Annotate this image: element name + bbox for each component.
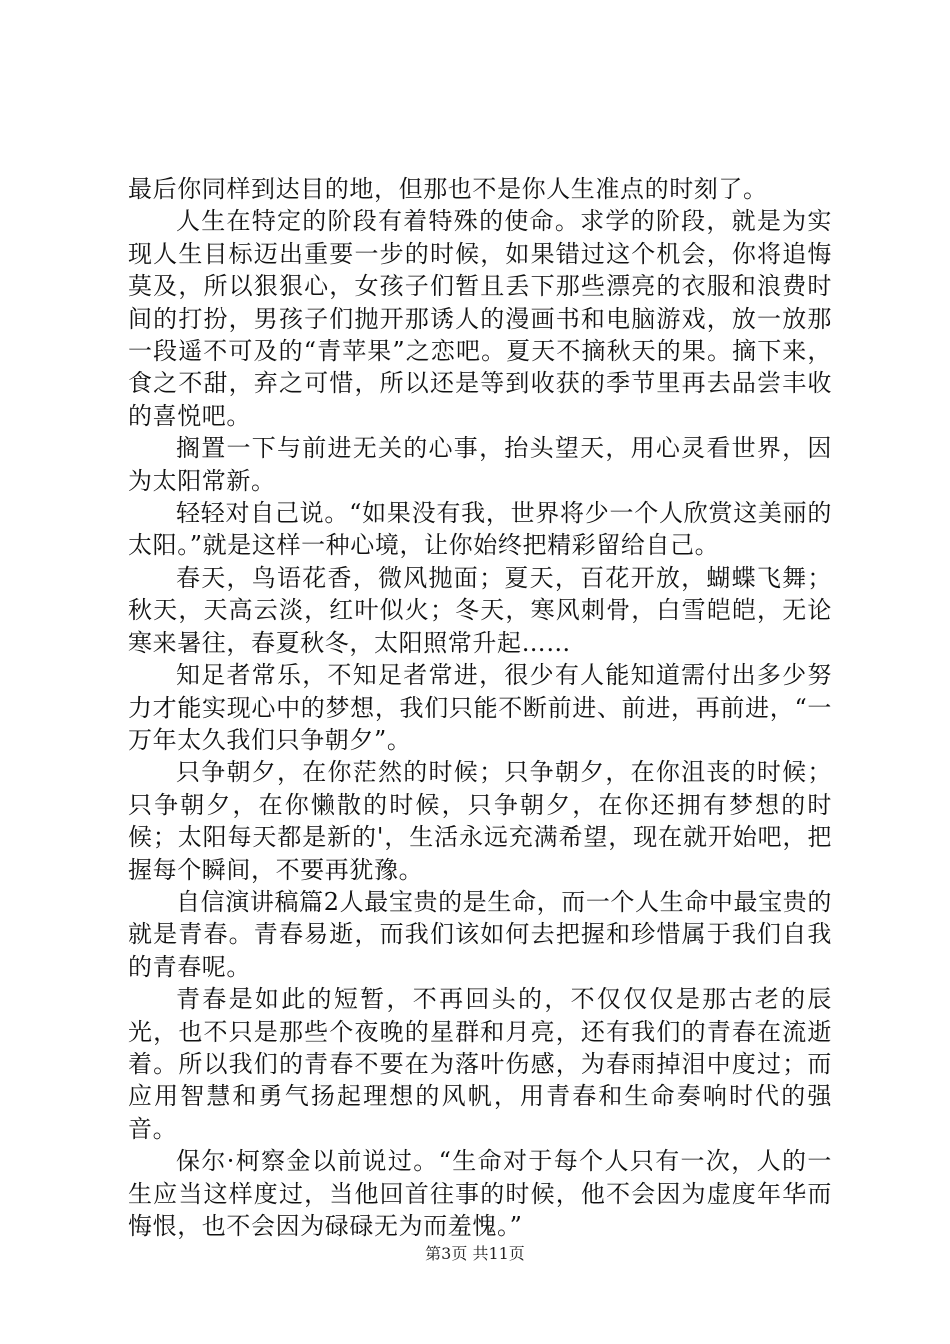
paragraph-8: 自信演讲稿篇2人最宝贵的是生命，而一个人生命中最宝贵的就是青春。青春易逝，而我们该如何去把握和珍惜属于我们自我的青春呢。 bbox=[128, 887, 832, 981]
paragraph-5: 春天，鸟语花香，微风抛面；夏天，百花开放，蝴蝶飞舞；秋天，天高云淡，红叶似火；冬天，寒风刺骨，白雪皑皑，无论寒来暑往，春夏秋冬，太阳照常升起…… bbox=[128, 563, 832, 657]
paragraph-2: 人生在特定的阶段有着特殊的使命。求学的阶段，就是为实现人生目标迈出重要一步的时候，如果错过这个机会，你将追悔莫及，所以狠狠心，女孩子们暂且丢下那些漂亮的衣服和浪费时间的打扮，男孩子们抛开那诱人的漫画书和电脑游戏，放一放那一段遥不可及的“青苹果”之恋吧。夏天不摘秋天的果。摘下来，食之不甜，弃之可惜，所以还是等到收获的季节里再去品尝丰收的喜悦吧。 bbox=[128, 207, 832, 430]
document-body bbox=[128, 173, 832, 1242]
paragraph-3: 搁置一下与前进无关的心事，抬头望天，用心灵看世界，因为太阳常新。 bbox=[128, 434, 832, 495]
page-number: 第3页 共11页 bbox=[425, 1244, 525, 1263]
paragraph-4: 轻轻对自己说。“如果没有我，世界将少一个人欣赏这美丽的太阳。”就是这样一种心境，让你始终把精彩留给自己。 bbox=[128, 499, 832, 560]
paragraph-6: 知足者常乐，不知足者常进，很少有人能知道需付出多少努力才能实现心中的梦想，我们只能不断前进、前进，再前进，“一万年太久我们只争朝夕”。 bbox=[128, 661, 832, 754]
paragraph-9: 青春是如此的短暂，不再回头的，不仅仅仅是那古老的辰光，也不只是那些个夜晚的星群和月亮，还有我们的青春在流逝着。所以我们的青春不要在为落叶伤感，为春雨掉泪中度过；而应用智慧和勇气扬起理想的风帆，用青春和生命奏响时代的强音。 bbox=[128, 985, 832, 1143]
paragraph-7: 只争朝夕，在你茫然的时候；只争朝夕，在你沮丧的时候；只争朝夕，在你懒散的时候，只争朝夕，在你还拥有梦想的时候；太阳每天都是新的'，生活永远充满希望，现在就开始吧，把握每个瞬间，不要再犹豫。 bbox=[128, 758, 832, 884]
paragraph-1: 最后你同样到达目的地，但那也不是你人生准点的时刻了。 bbox=[128, 175, 768, 203]
paragraph-10: 保尔·柯察金以前说过。“生命对于每个人只有一次，人的一生应当这样度过，当他回首往事的时候，他不会因为虚度年华而悔恨，也不会因为碌碌无为而羞愧。” bbox=[128, 1147, 832, 1240]
